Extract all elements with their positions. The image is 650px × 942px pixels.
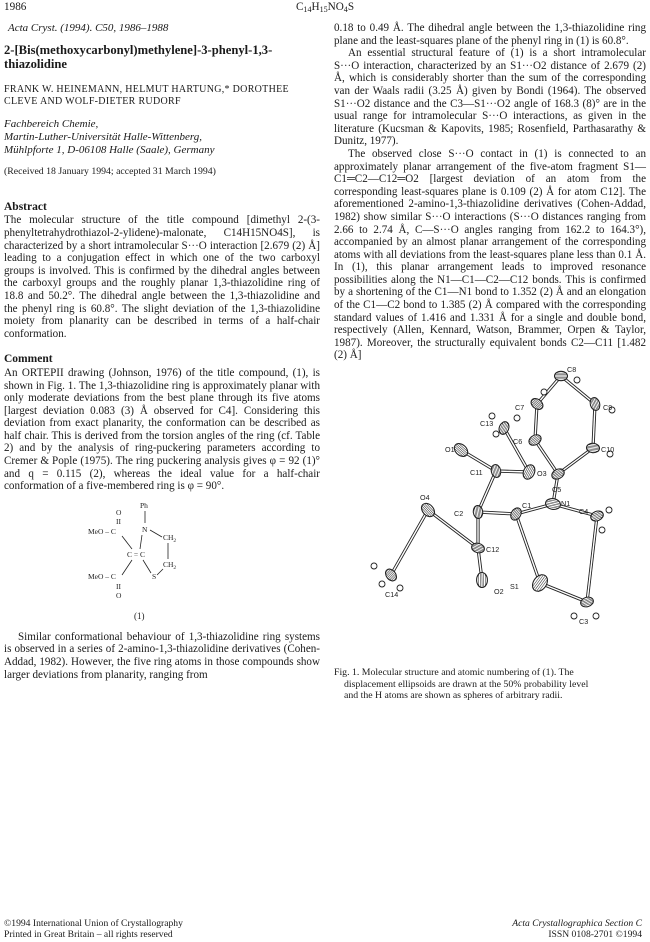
hydrogen-atom [606, 507, 612, 513]
scheme-cc: C = C [127, 549, 145, 559]
hydrogen-atom [493, 431, 499, 437]
ortep-molecular-drawing [334, 365, 646, 665]
running-formula: $C_{14}H_{15}NO_4S$ [295, 1, 355, 15]
footer-right [512, 918, 642, 940]
scheme-n: N [142, 524, 148, 534]
right-paragraph-2: An essential structural feature of (1) is a short intramolecular S···O interaction, characterized by an S1···O2 distance of 2.679 (2) Å, which is considerably shorter than the sum of the corresponding van der Waals radii (3.25 Å) given by Bondi (1964). The observed S1···O2 distance and the C3—S1···O2 angle of 168.3 (8)° are in the usual range for intramolecular S···O interactions, as given in the literature (Kucsman & Kapovits, 1985; Rosenfield, Parthasarathy & Dunitz, 1977). [334, 47, 646, 148]
issn-line: ISSN 0108-2701 ©1994 [548, 929, 642, 940]
bond-highlight [428, 510, 478, 548]
scheme-ch2-top: $CH_2$ [163, 532, 177, 544]
scheme-ch2-bottom: $CH_2$ [163, 559, 177, 571]
affiliation [4, 118, 320, 156]
atom-label-o2: O2 [494, 587, 504, 597]
atom-label-o1: O1 [445, 445, 455, 455]
atom-c3 [579, 596, 594, 609]
journal-name: Acta Crystallographica Section C [512, 918, 642, 929]
atom-label-c14: C14 [385, 590, 399, 600]
abstract-heading: Abstract [4, 200, 47, 213]
atom-label-c11: C11 [470, 468, 483, 478]
scheme-s: S [152, 571, 157, 581]
chemical-scheme [4, 499, 320, 625]
caption-line-3: and the H atoms are shown as spheres of arbitrary radii. [344, 690, 563, 702]
bond-highlight [478, 471, 496, 512]
bond-highlight [587, 516, 597, 602]
atom-n1 [545, 497, 562, 510]
journal-reference: Acta Cryst. (1994). C50, 1986–1988 [8, 22, 169, 34]
atom-c11 [490, 464, 502, 479]
atom-label-c13: C13 [480, 419, 494, 429]
right-paragraph-3: The observed close S···O contact in (1) is connected to an approximately planar arrangement of the five-atom fragment S1—C1═C2—C12═O2 [largest deviation of an atom from the corresponding least-squares plane is 0.109 (2) Å for atom C12]. The aforementioned 2-amino-1,3-thiazolidine derivatives (Cohen-Addad, 1982) show similar S···O interactions (S···O distances ranging from 2.66 to 2.74 Å, C—S···O angles ranging from 162.2 to 164.3°), accompanied by an almost planar arrangement of the corresponding atoms with all deviations from the least-squares plane less than 0.1 Å. In (1), this planar arrangement leads to improved resonance possibilities along the N1—C1—C2—C12 bonds. This is confirmed by a shortening of the C1—N1 bond to 1.352 (2) Å and an elongation of the C1—C2 bond to 1.385 (2) Å compared with the corresponding standard values of 1.416 and 1.331 Å for a single and double bond, respectively (Allen, Kennard, Watson, Brammer, Orpen & Taylor, 1987). Moreover, the structurally equivalent bonds C2—C11 [1.482 (2) Å] [334, 147, 646, 362]
page-number: 1986 [4, 1, 27, 13]
atom-label-c4: C4 [579, 507, 589, 517]
atom-label-c3: C3 [579, 617, 589, 627]
hydrogen-atom [379, 581, 385, 587]
affiliation-line-1: Fachbereich Chemie, [4, 118, 99, 131]
atom-label-c1: C1 [522, 501, 532, 511]
comment-paragraph-2: Similar conformational behaviour of 1,3-thiazolidine ring systems is observed in a series of 2-amino-1,3-thiazolidine derivatives (Cohen-Addad, 1982). However, the five ring atoms in those compounds show larger deviations from planarity, ranging from [4, 630, 320, 681]
comment-paragraph-1: An ORTEPII drawing (Johnson, 1976) of the title compound, (1), is shown in Fig. 1. The 1,3-thiazolidine ring is approximately planar with only moderate deviations from the best plane through its five atoms [largest deviation 0.083 (3) Å observed for C4]. Considering this deviation from exact planarity, the conformation can be described as half chair. This is derived from the torsion angles of the ring (cf. Table 2) and by the analysis of ring-puckering parameters according to Cremer & Pople (1975). The ring puckering analysis gives φ = 92 (1)° and q = 0.115 (2), whereas the ideal value for a half-chair conformation of a five-membered ring is φ = 90°. [4, 366, 320, 493]
article-title: 2-[Bis(methoxycarbonyl)methylene]-3-phenyl-1,3-thiazolidine [4, 42, 273, 71]
bond-highlight [504, 428, 529, 472]
atom-o3 [521, 463, 537, 481]
atom-label-c6: C6 [513, 437, 523, 447]
bond-highlight [540, 583, 587, 602]
caption-line-1: Fig. 1. Molecular structure and atomic numbering of (1). The [334, 667, 574, 679]
scheme-ph: Ph [140, 500, 148, 510]
scheme-dbl-bottom: II [116, 581, 121, 591]
hydrogen-atom [593, 613, 599, 619]
footer-left [4, 918, 183, 940]
scheme-o-top: O [116, 507, 122, 517]
atom-o2 [476, 572, 487, 587]
atom-label-o3: O3 [537, 469, 547, 479]
hydrogen-atom [371, 563, 377, 569]
atom-label-c5: C5 [552, 485, 562, 495]
comment-heading: Comment [4, 353, 53, 366]
atom-c6 [527, 433, 543, 448]
hydrogen-atom [514, 415, 520, 421]
affiliation-line-2: Martin-Luther-Universität Halle-Wittenberg, [4, 131, 202, 143]
copyright-line: ©1994 International Union of Crystallography [4, 918, 183, 929]
hydrogen-atom [599, 527, 605, 533]
atom-label-c8: C8 [567, 365, 577, 375]
left-column [4, 22, 320, 681]
printed-line: Printed in Great Britain – all rights reserved [4, 929, 173, 940]
atom-label-c7: C7 [515, 403, 525, 413]
figure-1 [334, 365, 646, 665]
figure-caption [334, 667, 646, 702]
bond-highlight [516, 514, 540, 583]
atom-label-o4: O4 [420, 493, 430, 503]
atom-c14 [383, 567, 398, 583]
scheme-o-bottom: O [116, 590, 122, 600]
affiliation-line-3: Mühlpforte 1, D-06108 Halle (Saale), Germany [4, 143, 215, 156]
caption-line-2: displacement ellipsoids are drawn at the 50% probability level [344, 678, 589, 690]
right-column [334, 22, 646, 702]
scheme-meo-bottom: MeO – C [88, 571, 116, 581]
scheme-label: (1) [134, 610, 145, 621]
atom-label-c9: C9 [603, 403, 613, 413]
chemical-structure-drawing [88, 499, 238, 625]
received-dates: (Received 18 January 1994; accepted 31 March 1994) [4, 166, 216, 178]
hydrogen-atom [541, 389, 547, 395]
atom-label-s1: S1 [510, 582, 519, 592]
author-list: FRANK W. HEINEMANN, HELMUT HARTUNG,* DOROTHEE CLEVE AND WOLF-DIETER RUDORF [4, 83, 289, 107]
atom-c4 [589, 509, 605, 523]
scheme-meo-top: MeO – C [88, 526, 116, 536]
hydrogen-atom [571, 613, 577, 619]
hydrogen-atom [574, 377, 580, 383]
atom-s1 [529, 572, 550, 594]
atom-label-n1: N1 [561, 499, 571, 509]
atom-label-c2: C2 [454, 509, 464, 519]
abstract-text: The molecular structure of the title compound [dimethyl 2-(3-phenyltetrahydrothiazol-2-ylidene)-malonate, C14H15NO4S], is characterized by a short intramolecular S···O interaction [2.679 (2) Å] leading to a conjugation effect in which one of the two carboxyl groups is involved. This is confirmed by the dihedral angles between the carboxyl groups and the roughly planar 1,3-thiazolidine ring of 18.8 and 50.2°. The dihedral angle between the 1,3-thiazolidine and the phenyl ring is 60.8°. The slight deviation of the 1,3-thiazolidine moiety from planarity can be described in terms of a half-chair conformation. [4, 214, 320, 340]
atom-label-c10: C10 [601, 445, 615, 455]
page-header [4, 1, 646, 15]
scheme-dbl-top: II [116, 516, 121, 526]
bond-highlight [391, 510, 428, 575]
atom-c8 [555, 371, 568, 380]
right-paragraph-1: 0.18 to 0.49 Å. The dihedral angle between the 1,3-thiazolidine ring plane and the least-squares plane of the phenyl ring in (1) is 60.8°. [334, 22, 646, 47]
atom-label-c12: C12 [486, 545, 500, 555]
